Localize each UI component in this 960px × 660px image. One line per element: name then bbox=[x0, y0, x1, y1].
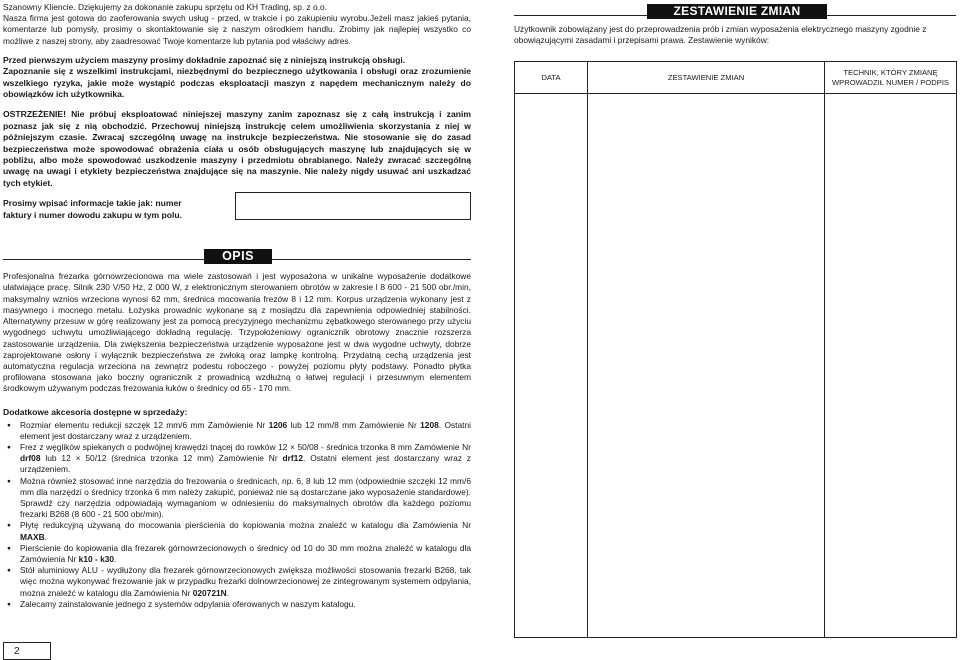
changes-description: Użytkownik zobowiązany jest do przeprowadzenia prób i zmian wyposażenia elektrycznego maszyny zgodnie z obowiązującymi zasadami i przepisami prawa. Zestawienie wyników: bbox=[514, 24, 927, 46]
left-column bbox=[3, 0, 471, 610]
product-description: Profesjonalna frezarka górnowrzecionowa ma wiele zastosowań i jest wyposażona w unikalne wyposażenie dodatkowe ułatwiające pracę. Silnik 230 V/50 Hz, 2 000 W, z elektronicznym sterowaniem obrotów w zakresie l 8 600 - 21 500 obr./min, maksymalny wznios wrzeciona wynosi 62 mm, średnica mocowania frezów 8 i 12 mm. Korpus urządzenia wykonany jest z masywnego i mocnego metalu. Łożyska prowadnic wykonane są z mosiądzu dla zapewnienia odpowiedniej stabilności. Alternatywny przesuw w górę realizowany jest za pomocą precyzyjnego mechanizmu zębatkowego sterowanego przy użyciu wygodnego uchwytu umożliwiającego dokładną regulację. Trzypołożeniowy ogranicznik obrotowy znacznie rozszerza zastosowanie urządzenia. Dla zwiększenia bezpieczeństwa urządzenie wyposażone jest w dwa wygodne uchwyty, dobrze zaprojektowane osłony i wyłącznik bezpieczeństwa ze zwłoką oraz lampkę kontrolną. Przydatną cechą urządzenia jest automatyczna regulacja wrzeciona na zewnątrz podestu roboczego - powyżej poziomu płyty podstawy. Ponadto płytka profilowana stosowana jako boczny ogranicznik z prowadnicą wzdłużną o łatwej regulacji i przesuwnym elementem środkowym używanym podczas frezowania łuków o średnicy od 65 - 170 mm. bbox=[3, 271, 471, 394]
opis-section-header bbox=[3, 249, 471, 264]
right-column bbox=[514, 0, 956, 638]
page-number: 2 bbox=[3, 642, 51, 660]
table-header-row bbox=[515, 62, 957, 94]
user-responsibility-notice: Zapoznanie się z wszelkimi instrukcjami, niezbędnymi do bezpiecznego użytkowania i obsługi oraz zrozumienie wszelkiego ryzyka, jakie może wystąpić podczas eksploatacji maszyn z napędem mechanicznym należy do obowiązków ich użytkownika. bbox=[3, 66, 471, 100]
accessories-list bbox=[3, 420, 471, 610]
list-item: ● Stół aluminiowy ALU - wydłużony dla frezarek górnowrzecionowych zwiększa możliwości stosowania frezarki B268, tak więc można wykonywać frezowanie jak w przypadku frezarki dolnowrzecionowej ze zintegrowanym systemem odpylania, można znaleźć w katalogu dla Zamówienia Nr 020721N. bbox=[3, 565, 471, 599]
changes-section-header bbox=[514, 4, 956, 19]
intro-text: Nasza firma jest gotowa do zaoferowania swych usług - przed, w trakcie i po zakupieniu wyrobu.Jeżeli masz jakieś pytania, komentarze lub pomysły, prosimy o skontaktowanie się z naszym ośrodkiem handlu. Zrobimy jak najlepiej wszystko co możliwe z naszej strony, aby zaadresować Twoje komentarze lub pytania pod właściwy adres. bbox=[3, 13, 471, 46]
technician-cell[interactable] bbox=[825, 94, 957, 638]
accessories-title: Dodatkowe akcesoria dostępne w sprzedaży: bbox=[3, 406, 188, 417]
intro-paragraph bbox=[3, 2, 471, 47]
table-row bbox=[515, 94, 957, 638]
list-item: ● Frez z węglików spiekanych o podwójnej krawędzi tnącej do rowków 12 × 50/08 - średnica trzonka 8 mm Zamówienie Nr drf08 lub 12 × 50/12 (średnica trzonka 12 mm) Zamówienie Nr drf12. Ostatni element jest dostarczany wraz z urządzeniem. bbox=[3, 442, 471, 476]
list-item: ● Rozmiar elementu redukcji szczęk 12 mm/6 mm Zamówienie Nr 1206 lub 12 mm/8 mm Zamówienie Nr 1208. Ostatni element jest dostarczany wraz z urządzeniem. bbox=[3, 420, 471, 442]
list-item: ● Można również stosować inne narzędzia do frezowania o średnicach, np. 6, 8 lub 12 mm (odpowiednie szczęki 12 mm/6 mm dla narzędzi o średnicy trzonka 6 mm należy zakupić, ponieważ nie są dostarczane jako wyposażenie standardowe). Sprawdź czy narzędzia odpowiadają wymaganiom w odniesieniu do maksymalnych obrotów dla każdego poziomu frezarki B268 (8 600 - 21 500 obr/min). bbox=[3, 476, 471, 521]
intro-greeting: Szanowny Kliencie. Dziękujemy za dokonanie zakupu sprzętu od KH Trading, sp. z o.o. bbox=[3, 2, 328, 12]
opis-title: OPIS bbox=[204, 249, 272, 264]
list-item: ● Zalecamy zainstalowanie jednego z systemów odpylania oferowanych w naszym katalogu. bbox=[3, 599, 471, 610]
warning-paragraph: OSTRZEŻENIE! Nie próbuj eksploatować niniejszej maszyny zanim zapoznasz się z całą instrukcją i zanim poznasz jak się z nią obchodzić. Przechowuj niniejszą instrukcję celem umożliwienia skorzystania z niej w późniejszym czasie. Zwracaj szczególną uwagę na instrukcje bezpieczeństwa. Nie stosowanie się do zasad bezpieczeństwa może spowodować obrażenia ciała u osób obsługujących maszynę lub znajdujących się w pobliżu, albo może spowodować uszkodzenie maszyny i przedmiotu obrabianego. Należy zwracać szczególną uwagę na uwagi i etykiety bezpieczeństwa znajdujące się na maszynie. Nie należy nigdy usuwać ani uszkadzać tych etykiet. bbox=[3, 109, 471, 188]
list-item: ● Płytę redukcyjną używaną do mocowania pierścienia do kopiowania można znaleźć w katalogu dla Zamówienia Nr MAXB. bbox=[3, 520, 471, 542]
read-manual-notice: Przed pierwszym użyciem maszyny prosimy dokładnie zapoznać się z niniejszą instrukcją obsługi. bbox=[3, 54, 406, 65]
col-header-changes: ZESTAWIENIE ZMIAN bbox=[588, 62, 825, 94]
changes-title: ZESTAWIENIE ZMIAN bbox=[647, 4, 827, 19]
col-header-technician: TECHNIK, KTÓRY ZMIANĘ WPROWADZIŁ NUMER / PODPIS bbox=[825, 62, 957, 94]
purchase-record-note: Prosimy wpisać informacje takie jak: numer faktury i numer dowodu zakupu w tym polu. bbox=[3, 198, 183, 220]
changes-table bbox=[514, 61, 957, 638]
date-cell[interactable] bbox=[515, 94, 588, 638]
purchase-record-field[interactable] bbox=[235, 192, 471, 220]
list-item: ● Pierścienie do kopiowania dla frezarek górnowrzecionowych o średnicy od 10 do 30 mm można znaleźć w katalogu dla Zamówienia Nr k10 - k30. bbox=[3, 543, 471, 565]
purchase-record bbox=[3, 198, 471, 226]
col-header-date: DATA bbox=[515, 62, 588, 94]
changes-cell[interactable] bbox=[588, 94, 825, 638]
